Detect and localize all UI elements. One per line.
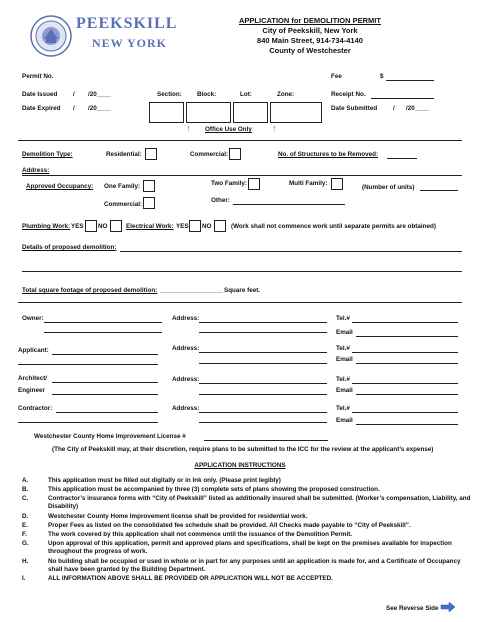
commercial-occupancy-checkbox[interactable] [143, 197, 155, 209]
city-name: City of Peekskill, New York [262, 26, 358, 35]
instruction-text-cont: Disability) [48, 503, 79, 510]
details-label: Details of proposed demolition: [22, 244, 117, 251]
owner-field-2[interactable] [44, 332, 162, 333]
brand-wordmark-top: PEEKSKILL [76, 15, 178, 32]
date-issued-slash: / [73, 91, 75, 98]
address-field[interactable] [22, 175, 462, 176]
contractor-address-field-2[interactable] [199, 422, 327, 423]
receipt-no-field[interactable] [371, 98, 434, 99]
instruction-text: Upon approval of this application, permit and approved plans and specifications, shall be kept on the premises available for inspection [48, 540, 452, 547]
residential-label: Residential: [106, 151, 142, 158]
instruction-letter: A. [22, 477, 29, 484]
residential-checkbox[interactable] [145, 148, 157, 160]
county-name: County of Westchester [269, 46, 351, 55]
instruction-text: The work covered by this application shall not commence until the issuance of the Demolition Permit. [48, 531, 353, 538]
instruction-text-cont: throughout the progress of work. [48, 548, 148, 555]
applicant-label: Applicant: [18, 347, 49, 354]
electrical-yes-checkbox[interactable] [189, 220, 201, 232]
permit-no-label: Permit No. [22, 73, 54, 80]
two-family-label: Two Family: [211, 180, 247, 187]
arrow-up-icon-right: ↑ [272, 123, 277, 133]
section-label: Section: [157, 91, 182, 98]
instruction-letter: F. [22, 531, 27, 538]
separator-top [18, 140, 462, 141]
brand-wordmark-bottom: NEW YORK [92, 36, 168, 50]
owner-tel-label: Tel.# [336, 315, 350, 322]
block-label: Block: [197, 91, 217, 98]
two-family-checkbox[interactable] [248, 178, 260, 190]
contractor-address-field[interactable] [199, 412, 327, 413]
lot-label: Lot: [240, 91, 252, 98]
electrical-no-checkbox[interactable] [214, 220, 226, 232]
license-label: Westchester County Home Improvement License # [34, 433, 186, 440]
instruction-text: Proper Fees as listed on the consolidated fee schedule shall be provided. All Checks made payable to “City of Peekskill”. [48, 522, 411, 529]
applicant-tel-field[interactable] [352, 352, 458, 353]
architect-tel-field[interactable] [352, 383, 458, 384]
date-expired-label: Date Expired [22, 105, 61, 112]
electrical-work-label: Electrical Work: [126, 223, 174, 230]
owner-field[interactable] [44, 322, 162, 323]
owner-address-field[interactable] [199, 322, 327, 323]
date-submitted-label: Date Submitted [331, 105, 378, 112]
instructions-heading: APPLICATION INSTRUCTIONS [194, 462, 286, 469]
fee-label: Fee [331, 73, 342, 80]
sqft-label: Total square footage of proposed demolition: [22, 287, 158, 294]
instruction-letter: E. [22, 522, 28, 529]
num-units-label: (Number of units) [362, 184, 415, 191]
architect-label: Architect/ [18, 375, 48, 382]
multi-family-checkbox[interactable] [331, 178, 343, 190]
architect-address-field-2[interactable] [199, 394, 327, 395]
icc-note: (The City of Peekskill may, at their discretion, require plans to be submitted to the ICC for the review at the applicant’s expense) [52, 446, 434, 453]
instruction-letter: B. [22, 486, 29, 493]
city-seal [30, 15, 72, 57]
commercial-label: Commercial: [190, 151, 229, 158]
architect-tel-label: Tel.# [336, 376, 350, 383]
commercial-checkbox[interactable] [229, 148, 241, 160]
one-family-checkbox[interactable] [143, 180, 155, 192]
contractor-field[interactable] [56, 412, 158, 413]
contractor-label: Contractor: [18, 405, 53, 412]
engineer-label: Engineer [18, 387, 45, 394]
plumbing-yes-label: YES [71, 223, 84, 230]
address-label: Address: [22, 167, 50, 174]
instruction-text: ALL INFORMATION ABOVE SHALL BE PROVIDED OR APPLICATION WILL NOT BE ACCEPTED. [48, 575, 333, 582]
electrical-yes-label: YES [176, 223, 189, 230]
instruction-letter: H. [22, 558, 29, 565]
owner-tel-field[interactable] [352, 322, 458, 323]
date-expired-year[interactable]: /20____ [88, 105, 111, 112]
zone-label: Zone: [277, 91, 295, 98]
architect-address-field[interactable] [199, 383, 327, 384]
applicant-tel-label: Tel.# [336, 345, 350, 352]
plumbing-yes-checkbox[interactable] [85, 220, 97, 232]
date-issued-label: Date Issued [22, 91, 58, 98]
date-submitted-slash: / [393, 105, 395, 112]
date-expired-slash: / [73, 105, 75, 112]
plumbing-no-label: NO [98, 223, 108, 230]
arrow-right-icon[interactable] [440, 601, 456, 613]
details-field-2[interactable] [22, 271, 462, 272]
license-field[interactable] [204, 440, 328, 441]
other-label: Other: [211, 197, 230, 204]
contractor-address-label: Address: [172, 405, 200, 412]
owner-email-field[interactable] [356, 336, 458, 337]
arrow-up-icon: ↑ [186, 123, 191, 133]
zone-box[interactable] [270, 102, 322, 123]
fee-prefix: $ [380, 73, 384, 80]
contractor-email-label: Email [336, 417, 353, 424]
commercial-occupancy-label: Commercial: [104, 201, 143, 208]
details-field-1[interactable] [120, 251, 462, 252]
instruction-text: No building shall be occupied or used in whole or in part for any purposes until an application is made for, and a Certificate of Occupancy [48, 558, 461, 565]
num-structures-field[interactable] [387, 158, 417, 159]
instruction-text: This application must be filled out digitally or in Ink only. (Please print legibly) [48, 477, 281, 484]
architect-field[interactable] [52, 382, 158, 383]
applicant-address-label: Address: [172, 345, 200, 352]
contractor-tel-label: Tel.# [336, 405, 350, 412]
instruction-text-cont: shall have been granted by the Building Department. [48, 566, 206, 573]
sqft-field[interactable]: __________________ [160, 287, 224, 294]
instruction-letter: C. [22, 495, 29, 502]
plumbing-no-checkbox[interactable] [110, 220, 122, 232]
demolition-type-label: Demolition Type: [22, 151, 73, 158]
instruction-letter: I. [22, 575, 26, 582]
instruction-text: Westchester County Home Improvement license shall be provided for residential work. [48, 513, 308, 520]
instruction-text: This application must be accompanied by three (3) complete sets of plans showing the proposed construction. [48, 486, 380, 493]
contractor-tel-field[interactable] [352, 412, 458, 413]
approved-occupancy-label: Approved Occupancy: [26, 183, 94, 190]
sqft-suffix: Square feet. [224, 287, 261, 294]
receipt-no-label: Receipt No. [331, 91, 366, 98]
electrical-no-label: NO [202, 223, 212, 230]
owner-address-label: Address: [172, 315, 200, 322]
form-title: APPLICATION for DEMOLITION PERMIT [239, 16, 381, 25]
instruction-text: Contractor’s insurance forms with “City of Peekskill” listed as additionally insured shall be submitted. (Worker’s compensation, Liability, and [48, 495, 471, 502]
see-reverse-label: See Reverse Side [386, 605, 439, 612]
architect-email-field[interactable] [356, 394, 458, 395]
architect-email-label: Email [336, 387, 353, 394]
owner-label: Owner: [22, 315, 44, 322]
owner-address-field-2[interactable] [199, 332, 327, 333]
separate-permits-note: (Work shall not commence work until separate permits are obtained) [231, 223, 436, 230]
owner-email-label: Email [336, 329, 353, 336]
applicant-address-field[interactable] [199, 352, 327, 353]
one-family-label: One Family: [104, 183, 141, 190]
contractor-email-field[interactable] [356, 424, 458, 425]
section-box[interactable] [149, 102, 184, 123]
instruction-letter: D. [22, 513, 29, 520]
applicant-email-field[interactable] [356, 363, 458, 364]
block-box[interactable] [186, 102, 231, 123]
num-units-field[interactable] [420, 190, 458, 191]
applicant-address-field-2[interactable] [199, 363, 327, 364]
architect-address-label: Address: [172, 376, 200, 383]
office-use-label: Office Use Only [205, 126, 252, 133]
multi-family-label: Multi Family: [289, 180, 328, 187]
engineer-field[interactable] [52, 394, 158, 395]
city-address: 840 Main Street, 914-734-4140 [257, 36, 363, 45]
date-submitted-year[interactable]: /20____ [406, 105, 429, 112]
instruction-letter: G. [22, 540, 29, 547]
separator-mid [18, 302, 462, 303]
date-issued-year[interactable]: /20____ [88, 91, 111, 98]
lot-box[interactable] [233, 102, 268, 123]
num-structures-label: No. of Structures to be Removed: [278, 151, 379, 158]
applicant-email-label: Email [336, 356, 353, 363]
contractor-field-2[interactable] [18, 422, 158, 423]
applicant-field[interactable] [52, 354, 158, 355]
applicant-field-2[interactable] [18, 364, 158, 365]
fee-field[interactable] [386, 80, 434, 81]
other-field[interactable] [233, 204, 345, 205]
plumbing-work-label: Plumbing Work: [22, 223, 71, 230]
